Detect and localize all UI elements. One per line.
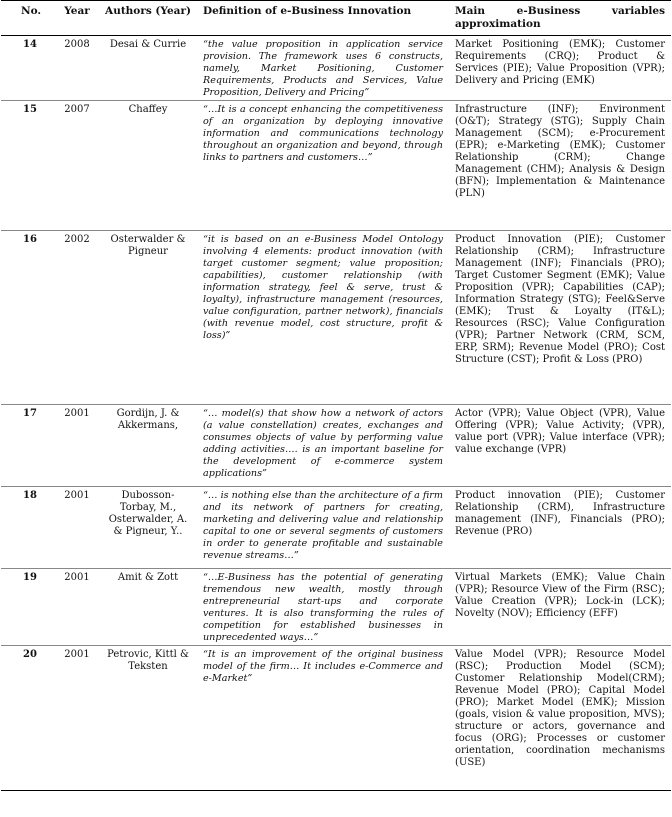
row-definition: “…It is a concept enhancing the competitiveness of an organization by deploying innovative information and communications technology throughout an organization and beyond, through links to partners and customers…” <box>203 104 443 163</box>
row-authors: Osterwalder & Pigneur <box>110 234 186 257</box>
row-definition: “… is nothing else than the architecture of a firm and its network of partners for creating, marketing and delivering value and relationship capital to one or several segments of customers in order to generate profitable and sustainable revenue streams…” <box>203 490 443 561</box>
table-row <box>1 569 671 646</box>
row-year: 2001 <box>64 408 90 419</box>
header-variables-word-variables: variables <box>611 5 665 17</box>
header-variables-word-main: Main <box>455 5 486 17</box>
row-no: 17 <box>23 408 37 419</box>
header-variables-word-ebusiness: e-Business <box>516 5 581 17</box>
row-year: 2001 <box>64 572 90 583</box>
table-header-row <box>1 1 671 36</box>
row-authors: Gordijn, J. & Akkermans, <box>116 408 180 431</box>
table-row <box>1 36 671 101</box>
row-authors: Amit & Zott <box>117 572 179 583</box>
row-variables: Infrastructure (INF); Environment (O&T); Strategy (STG); Supply Chain Management (SCM); e-Procurement (EPR); e-Marketing (EMK); Customer Relationship (CRM); Change Management (CHM); Analysis & Design (BFN); Implementation & Maintenance (PLN) <box>455 104 665 199</box>
ebusiness-innovation-table <box>1 0 671 791</box>
row-no: 18 <box>23 490 37 501</box>
row-year: 2008 <box>64 39 90 50</box>
row-definition: “it is based on an e-Business Model Ontology involving 4 elements: product innovation (with target customer segment; value proposition; capabilities), customer relationship (with information strategy, feel & serve, trust & loyalty), infrastructure management (resources, value configuration, partner network), financials (with revenue model, cost structure, profit & loss)” <box>203 234 443 341</box>
row-year: 2001 <box>64 649 90 660</box>
header-definition: Definition of e-Business Innovation <box>197 1 449 36</box>
header-no: No. <box>1 1 55 36</box>
row-authors: Petrovic, Kittl & Teksten <box>107 649 189 672</box>
table-row <box>1 101 671 231</box>
row-variables: Product Innovation (PIE); Customer Relationship (CRM); Infrastructure Management (INF); Financials (PRO); Target Customer Segment (EMK); Value Proposition (VPR); Capabilities (CAP); Information Strategy (STG); Feel&Serve (EMK); Trust & Loyalty (IT&L); Resources (RSC); Value Configuration (VPR); Partner Network (CRM, SCM, ERP, SRM); Revenue Model (PRO); Cost Structure (CST); Profit & Loss (PRO) <box>455 234 665 365</box>
table-row <box>1 487 671 569</box>
row-no: 20 <box>23 649 37 660</box>
row-authors: Chaffey <box>128 104 168 115</box>
header-variables-line2: approximation <box>455 18 541 30</box>
row-definition: “… model(s) that show how a network of actors (a value constellation) creates, exchanges and consumes objects of value by performing value adding activities…. is an important baseline for the development of e-commerce system applications” <box>203 408 443 479</box>
row-no: 14 <box>23 39 37 50</box>
row-year: 2001 <box>64 490 90 501</box>
row-variables: Market Positioning (EMK); Customer Requirements (CRQ); Product & Services (PIE); Value Proposition (VPR); Delivery and Pricing (EMK) <box>455 39 665 86</box>
row-definition: “the value proposition in application service provision. The framework uses 6 constructs, namely, Market Positioning, Customer Requirements, Products and Services, Value Proposition, Delivery and Pricing” <box>203 39 443 98</box>
header-authors: Authors (Year) <box>99 1 197 36</box>
row-no: 16 <box>23 234 37 245</box>
row-authors: Dubosson-Torbay, M., Osterwalder, A. & Pigneur, Y.. <box>108 490 188 537</box>
row-variables: Virtual Markets (EMK); Value Chain (VPR); Resource View of the Firm (RSC); Value Creation (VPR); Lock-in (LCK); Novelty (NOV); Efficiency (EFF) <box>455 572 665 619</box>
header-year: Year <box>55 1 99 36</box>
row-no: 15 <box>23 104 37 115</box>
row-variables: Product innovation (PIE); Customer Relationship (CRM), Infrastructure management (INF), Financials (PRO); Revenue (PRO) <box>455 490 665 537</box>
row-year: 2002 <box>64 234 90 245</box>
table-row <box>1 646 671 791</box>
row-variables: Actor (VPR); Value Object (VPR), Value Offering (VPR); Value Activity; (VPR), value port (VPR); Value interface (VPR); value exchange (VPR) <box>455 408 665 455</box>
table-row <box>1 231 671 405</box>
row-no: 19 <box>23 572 37 583</box>
row-definition: “It is an improvement of the original business model of the firm… It includes e-Commerce and e-Market” <box>203 649 443 684</box>
row-variables: Value Model (VPR); Resource Model (RSC); Production Model (SCM); Customer Relationship Model(CRM); Revenue Model (PRO); Capital Model (PRO); Market Model (EMK); Mission (goals, vision & value proposition, MVS); structure or actors, governance and focus (ORG); Processes or customer orientation, coordination mechanisms (USE) <box>455 649 665 768</box>
row-authors: Desai & Currie <box>109 39 187 50</box>
table-row <box>1 405 671 487</box>
header-variables <box>449 1 671 36</box>
row-definition: “…E-Business has the potential of generating tremendous new wealth, mostly through entrepreneurial start-ups and corporate ventures. It is also transforming the rules of competition for established businesses in unprecedented ways…” <box>203 572 443 643</box>
row-year: 2007 <box>64 104 90 115</box>
